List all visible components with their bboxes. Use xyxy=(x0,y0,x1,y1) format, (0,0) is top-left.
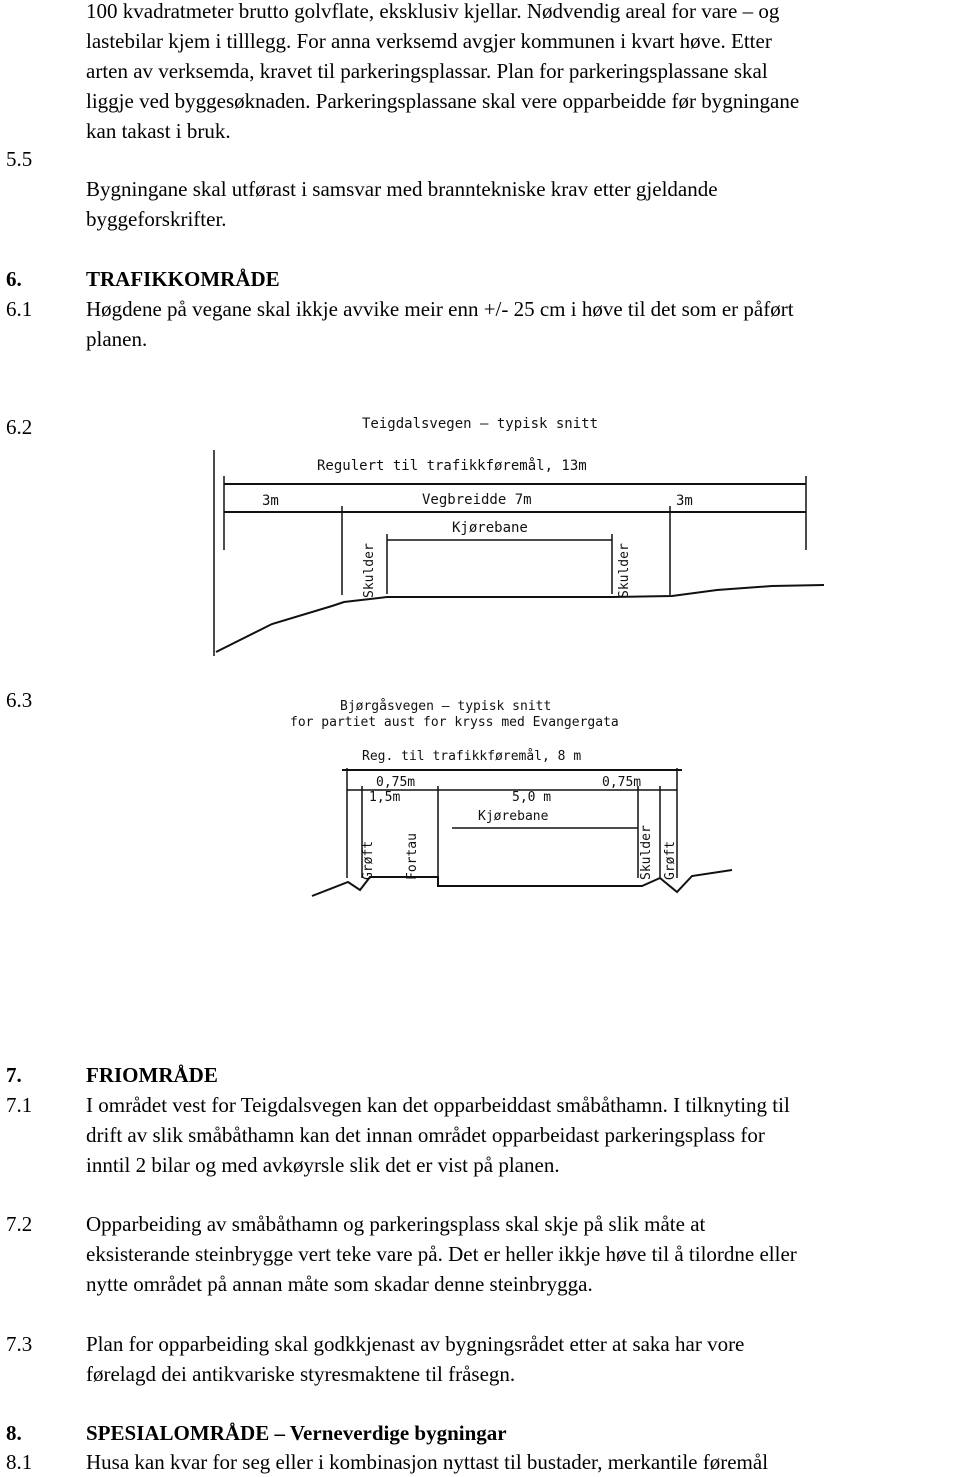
fig2-left-1-5: 1,5m xyxy=(369,790,401,805)
fig2-left-0-75: 0,75m xyxy=(376,775,416,790)
section-heading-spesialomrade: SPESIALOMRÅDE – Verneverdige bygningar xyxy=(86,1421,507,1445)
para-7-1-line2: drift av slik småbåthamn kan det innan området opparbeidast parkeringsplass for xyxy=(86,1123,765,1147)
para-6-1-line1: Høgdene på vegane skal ikkje avvike meir enn +/- 25 cm i høve til det som er påført xyxy=(86,297,794,321)
fig1-regulert-label: Regulert til trafikkføremål, 13m xyxy=(317,458,587,474)
fig2-groft-left: Grøft xyxy=(361,840,376,880)
para-7-2-line1: Opparbeiding av småbåthamn og parkeringsplass skal skje på slik måte at xyxy=(86,1212,706,1236)
section-number-8-1: 8.1 xyxy=(6,1450,33,1474)
bjorgasvegen-cross-section-figure xyxy=(212,690,812,940)
fig1-kjorebane: Kjørebane xyxy=(452,520,528,536)
section-number-8: 8. xyxy=(6,1421,22,1445)
para-7-1-line1: I området vest for Teigdalsvegen kan det opparbeiddast småbåthamn. I tilknyting til xyxy=(86,1093,790,1117)
section-heading-trafikkomrade: TRAFIKKOMRÅDE xyxy=(86,267,280,291)
section-number-7-2: 7.2 xyxy=(6,1212,33,1236)
section-number-7: 7. xyxy=(6,1063,22,1087)
para-5-5-line1: Bygningane skal utførast i samsvar med branntekniske krav etter gjeldande xyxy=(86,177,718,201)
fig2-fortau: Fortau xyxy=(405,833,420,880)
para-7-2-line3: nytte området på annan måte som skadar denne steinbrygga. xyxy=(86,1272,593,1296)
fig1-right-width: 3m xyxy=(676,493,693,509)
fig2-groft-right: Grøft xyxy=(663,840,678,880)
section-number-6-3: 6.3 xyxy=(6,688,33,712)
fig2-title-line1: Bjørgåsvegen – typisk snitt xyxy=(340,699,552,714)
fig2-kjorebane: Kjørebane xyxy=(478,809,549,824)
fig2-right-0-75: 0,75m xyxy=(602,775,642,790)
fig1-skulder-right: Skulder xyxy=(617,543,632,598)
para-5-5-line2: byggeforskrifter. xyxy=(86,207,227,231)
fig2-skulder: Skulder xyxy=(639,825,654,880)
teigdalsvegen-cross-section-figure xyxy=(212,410,828,660)
para-7-3-line1: Plan for opparbeiding skal godkkjenast av bygningsrådet etter at saka har vore xyxy=(86,1332,745,1356)
fig2-mid-5-0: 5,0 m xyxy=(512,790,552,805)
fig1-skulder-left: Skulder xyxy=(362,543,377,598)
fig2-title-line2: for partiet aust for kryss med Evangergata xyxy=(290,715,619,730)
section-number-6: 6. xyxy=(6,267,22,291)
para-sec5-line3: arten av verksemda, kravet til parkeringsplassar. Plan for parkeringsplassane skal xyxy=(86,59,768,83)
fig2-reg-label: Reg. til trafikkføremål, 8 m xyxy=(362,749,582,764)
para-6-1-line2: planen. xyxy=(86,327,148,351)
para-8-1-line1: Husa kan kvar for seg eller i kombinasjon nyttast til bustader, merkantile føremål xyxy=(86,1450,769,1474)
section-number-5-5: 5.5 xyxy=(6,147,33,171)
section-number-6-1: 6.1 xyxy=(6,297,33,321)
para-sec5-line5: kan takast i bruk. xyxy=(86,119,231,143)
para-sec5-line4: liggje ved byggesøknaden. Parkeringsplassane skal vere opparbeidde før bygningane xyxy=(86,89,800,113)
para-7-1-line3: inntil 2 bilar og med avkøyrsle slik det er vist på planen. xyxy=(86,1153,560,1177)
para-7-3-line2: førelagd dei antikvariske styresmaktene til fråsegn. xyxy=(86,1362,516,1386)
fig1-vegbreidde: Vegbreidde 7m xyxy=(422,492,532,508)
section-number-6-2: 6.2 xyxy=(6,415,33,439)
fig1-left-width: 3m xyxy=(262,493,279,509)
para-7-2-line2: eksisterande steinbrygge vert teke vare på. Det er heller ikkje høve til å tilordne eller xyxy=(86,1242,797,1266)
para-sec5-line2: lastebilar kjem i tilllegg. For anna verksemd avgjer kommunen i kvart høve. Etter xyxy=(86,29,772,53)
section-number-7-3: 7.3 xyxy=(6,1332,33,1356)
section-number-7-1: 7.1 xyxy=(6,1093,33,1117)
fig1-title: Teigdalsvegen – typisk snitt xyxy=(362,416,599,432)
section-heading-friomrade: FRIOMRÅDE xyxy=(86,1063,218,1087)
para-sec5-line1: 100 kvadratmeter brutto golvflate, eksklusiv kjellar. Nødvendig areal for vare – og xyxy=(86,0,780,23)
